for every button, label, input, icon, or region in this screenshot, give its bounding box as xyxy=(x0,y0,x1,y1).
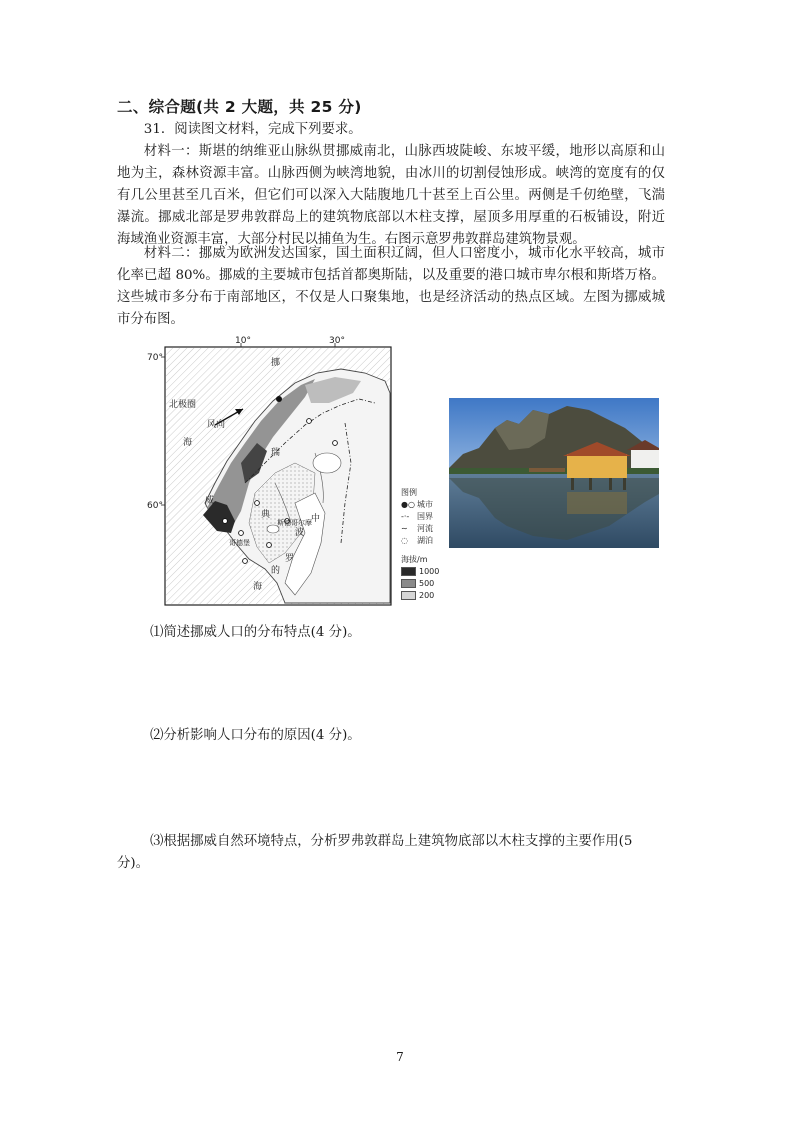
label-arctic-circle: 北极圈 xyxy=(169,400,197,410)
label-gothenburg: 哥德堡 xyxy=(229,539,250,547)
elevation-swatch-mid xyxy=(401,579,416,588)
lon-label-30: 30° xyxy=(329,336,345,346)
label-stockholm: 斯德哥尔摩 xyxy=(277,519,312,527)
sub-question-1: ⑴简述挪威人口的分布特点(4 分)。 xyxy=(150,625,361,640)
fjord-houses-photo xyxy=(449,398,659,548)
legend-lake: ◌ 湖泊 xyxy=(401,535,433,545)
material-one: 材料一：斯堪的纳维亚山脉纵贯挪威南北，山脉西坡陡峻、东坡平缓，地形以高原和山地为主，森林资源丰富。山脉西侧为峡湾地貌，由冰川的切割侵蚀形成。峡湾的宽度有的仅有几公里甚至几百米，但它们可以深入大陆腹地几十甚至上百公里。两侧是千仞绝壁，飞湍瀑流。挪威北部是罗弗敦群岛上的建筑物底部以木柱支撑，屋顶多用厚重的石板铺设，附近海域渔业资源丰富，大部分村民以捕鱼为生。右图示意罗弗敦群岛建筑物景观。 xyxy=(117,144,665,247)
legend-city: ●○ 城市 xyxy=(401,499,433,509)
legend-border: -·- 国界 xyxy=(401,511,433,521)
material-two: 材料二：挪威为欧洲发达国家，国土面积辽阔，但人口密度小，城市化水平较高，城市化率已超 80%。挪威的主要城市包括首都奥斯陆，以及重要的港口城市卑尔根和斯塔万格。这些城市多分布于南部地区，不仅是人口聚集地，也是经济活动的热点区域。左图为挪威城市分布图。 xyxy=(117,246,665,327)
label-nuo: 挪 xyxy=(271,358,281,368)
label-dian: 典 xyxy=(261,510,271,520)
city-dot xyxy=(239,531,244,536)
sub-question-3: ⑶根据挪威自然环境特点，分析罗弗敦群岛上建筑物底部以木柱支撑的主要作用(5 分)。 xyxy=(117,834,633,871)
lake xyxy=(313,453,341,473)
elevation-swatch-high xyxy=(401,567,416,576)
label-wind: 风向 xyxy=(207,420,226,430)
city-dot xyxy=(333,441,338,446)
city-dot xyxy=(255,501,260,506)
label-hai: 海 xyxy=(253,582,263,592)
label-luo: 罗 xyxy=(285,554,295,564)
section-title: 二、综合题(共 2 大题，共 25 分) xyxy=(117,98,362,116)
lake-icon: ◌ xyxy=(401,535,408,545)
label-sea-1: 海 xyxy=(183,438,193,448)
label-bo: 波 xyxy=(295,528,305,538)
city-dot xyxy=(307,419,312,424)
city-dot xyxy=(267,543,272,548)
label-wei: 威 xyxy=(205,496,215,506)
sub-question-2: ⑵分析影响人口分布的原因(4 分)。 xyxy=(150,728,361,743)
lat-label-60: 60° xyxy=(147,501,163,511)
label-rui: 瑞 xyxy=(271,448,281,458)
legend-river: ∼ 河流 xyxy=(401,523,433,533)
city-dot xyxy=(243,559,248,564)
elevation-swatch-low xyxy=(401,591,416,600)
label-de: 的 xyxy=(271,566,281,576)
border-icon: -·- xyxy=(401,511,410,521)
river-icon: ∼ xyxy=(401,523,408,533)
city-dot xyxy=(223,519,228,524)
lon-label-10: 10° xyxy=(235,336,251,346)
question-intro: 31．阅读图文材料，完成下列要求。 xyxy=(143,122,362,137)
lat-label-70: 70° xyxy=(147,353,163,363)
city-dot xyxy=(276,396,282,402)
map-legend: 图例 ●○ 城市 -·- 国界 ∼ 河流 ◌ 湖泊 海拔/m 1000 500 200 xyxy=(401,487,461,601)
city-icon: ●○ xyxy=(401,499,415,509)
legend-title: 图例 xyxy=(401,488,417,497)
legend-elevation-title: 海拔/m xyxy=(401,555,428,564)
label-zhong: 中 xyxy=(311,514,321,524)
page-number: 7 xyxy=(396,1050,404,1064)
